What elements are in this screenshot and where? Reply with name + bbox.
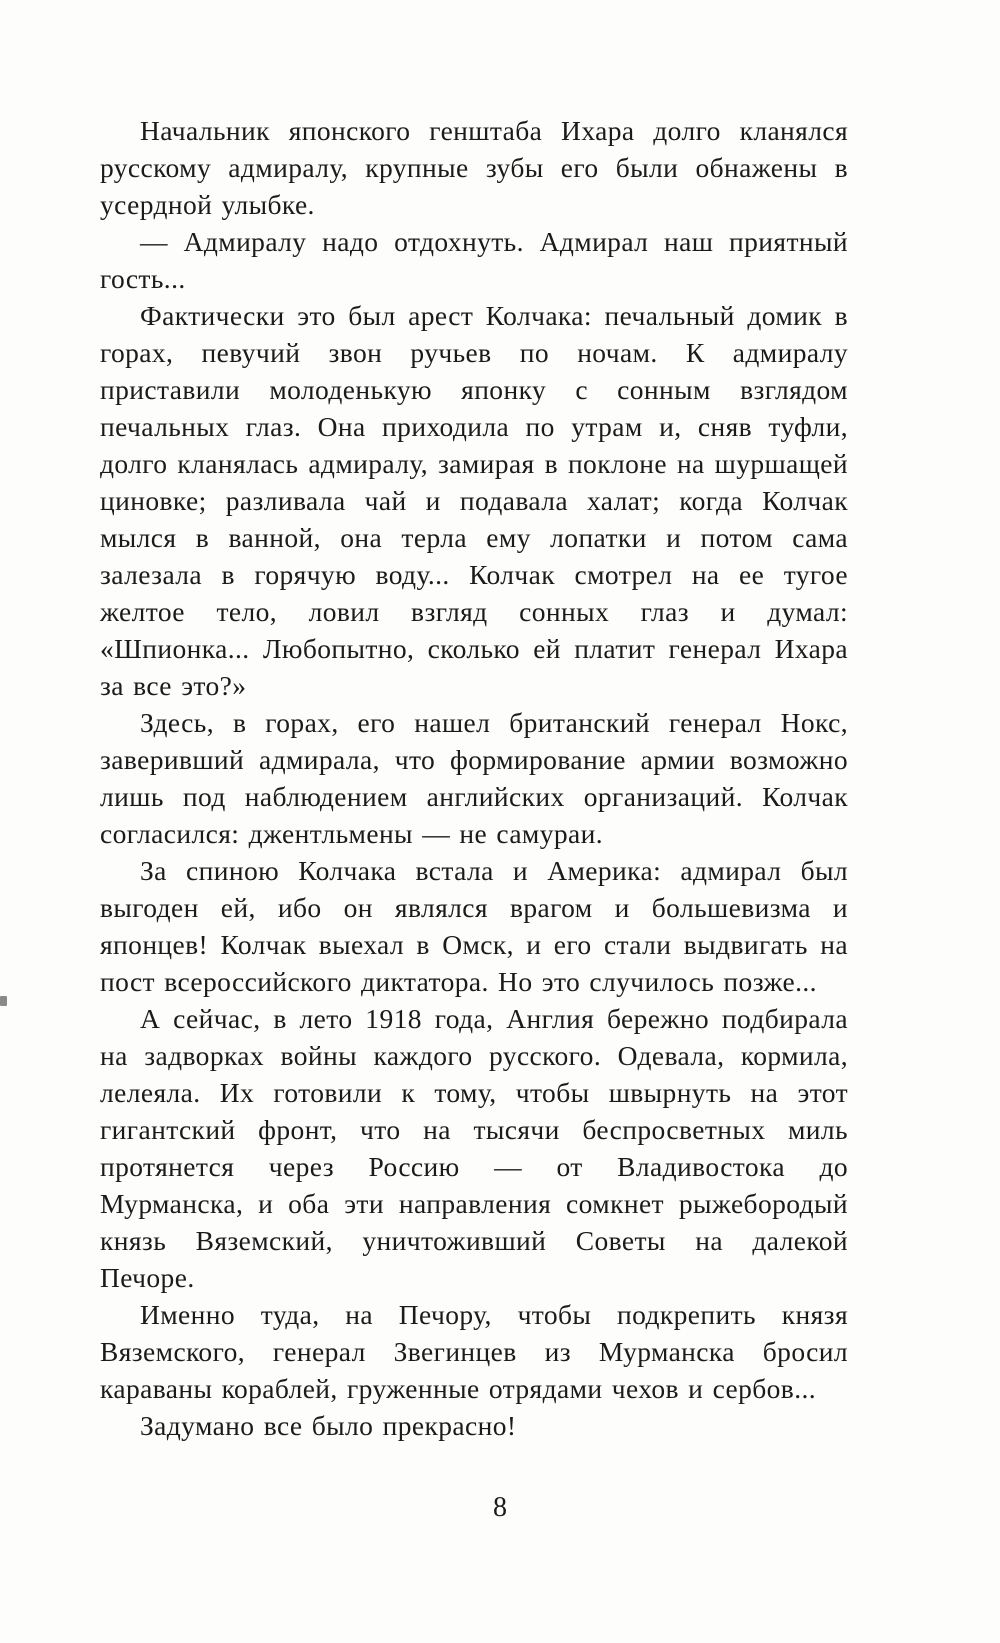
page-number: 8 xyxy=(493,1492,507,1523)
scan-artifact-mark xyxy=(0,996,7,1006)
paragraph: Задумано все было прекрасно! xyxy=(140,1410,517,1441)
paragraph: Фактически это был арест Колчака: печальный домик в горах, певучий звон ручьев по ночам. К адмиралу приставили молоденькую японку с сонным взглядом печальных глаз. Она приходила по утрам и, сняв туфли, долго кланялась адмиралу, замирая в поклоне на шуршащей циновке; разливала чай и подавала халат; когда Колчак мылся в ванной, она терла ему лопатки и потом сама залезала в горячую воду... Колчак смотрел на ее тугое желтое тело, ловил взгляд сонных глаз и думал: «Шпионка... Любопытно, сколько ей платит генерал Ихара за все это?» xyxy=(100,300,848,701)
page-text-block xyxy=(100,112,848,1444)
paragraph: Здесь, в горах, его нашел британский генерал Нокс, заверивший адмирала, что формирование армии возможно лишь под наблюдением английских организаций. Колчак согласился: джентльмены — не самураи. xyxy=(100,707,848,849)
paragraph: Начальник японского генштаба Ихара долго кланялся русскому адмиралу, крупные зубы его были обнажены в усердной улыбке. xyxy=(100,115,848,220)
paragraph: За спиною Колчака встала и Америка: адмирал был выгоден ей, ибо он являлся врагом и большевизма и японцев! Колчак выехал в Омск, и его стали выдвигать на пост всероссийского диктатора. Но это случилось позже... xyxy=(100,855,848,997)
paragraph-dialogue: — Адмиралу надо отдохнуть. Адмирал наш приятный гость... xyxy=(100,226,848,294)
paragraph: Именно туда, на Печору, чтобы подкрепить князя Вяземского, генерал Звегинцев из Мурманска бросил караваны кораблей, груженные отрядами чехов и сербов... xyxy=(100,1299,848,1404)
paragraph: А сейчас, в лето 1918 года, Англия бережно подбирала на задворках войны каждого русского. Одевала, кормила, лелеяла. Их готовили к тому, чтобы швырнуть на этот гигантский фронт, что на тысячи беспросветных миль протянется через Россию — от Владивостока до Мурманска, и оба эти направления сомкнет рыжебородый князь Вяземский, уничтоживший Советы на далекой Печоре. xyxy=(100,1003,848,1293)
